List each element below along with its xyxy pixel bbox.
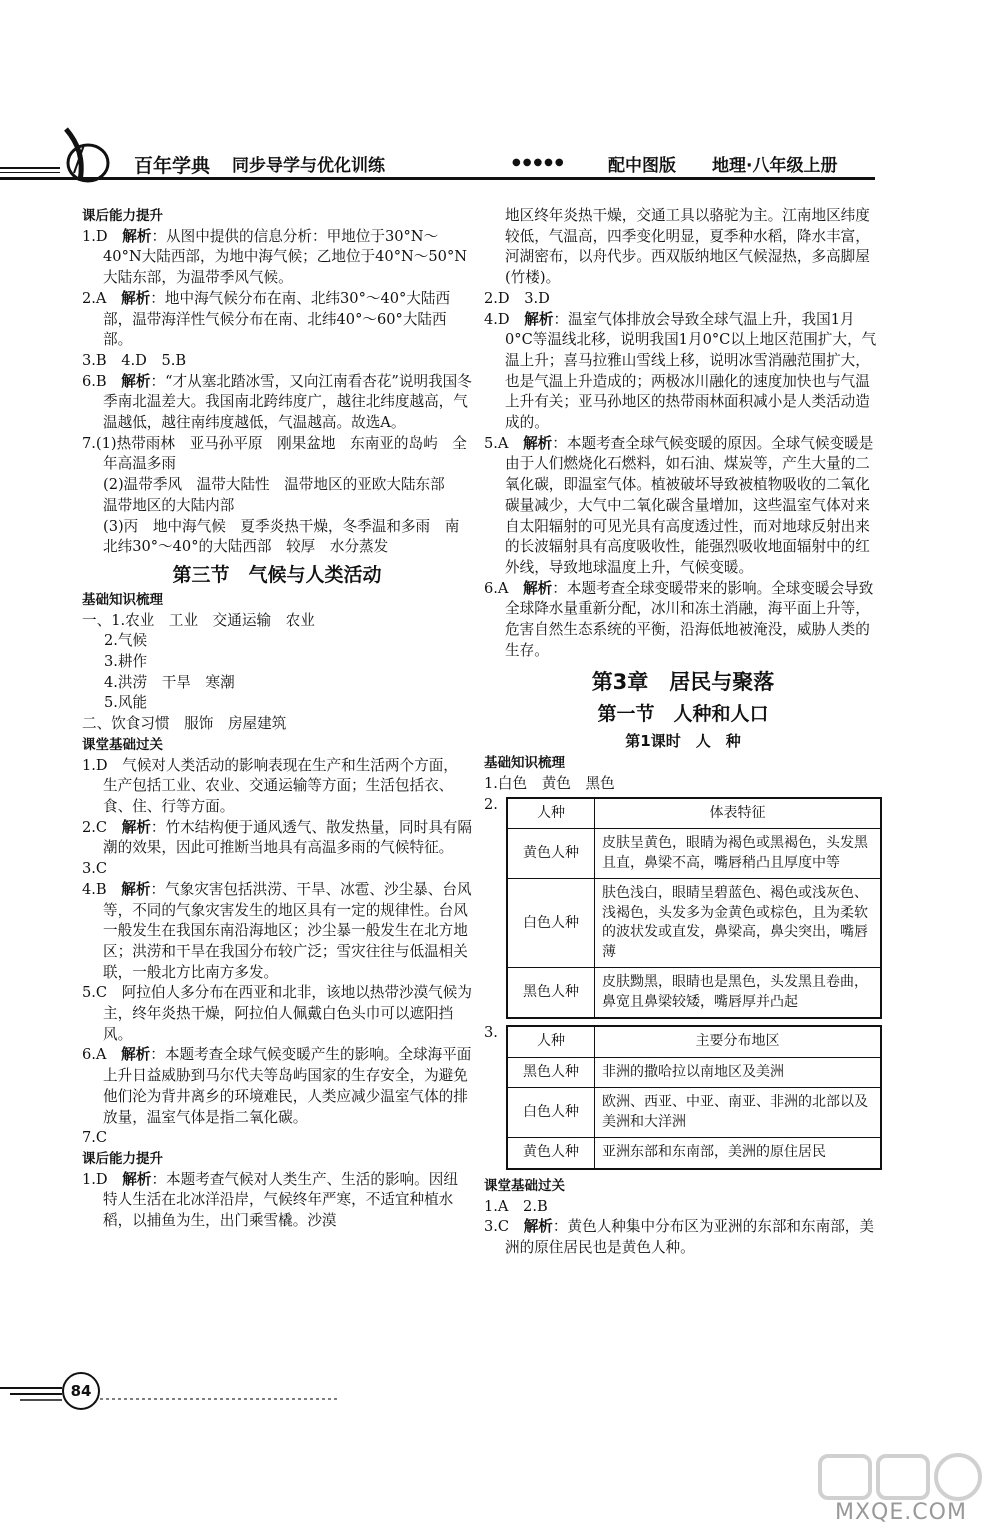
table-cell: 黑色人种: [507, 1057, 595, 1088]
footer-lines-decoration: [0, 1384, 70, 1404]
chapter-title: 第3章 居民与聚落: [591, 670, 775, 695]
analysis-label: 解析: [121, 880, 151, 898]
basic-knowledge-list: [82, 611, 472, 735]
answer-text: ：本题考查全球气候变暖产生的影响。全球海平面上升日益威胁到马尔代夫等岛屿国家的生存安全，为避免他们沦为背井离乡的环境难民，人类应减少温室气体的排放量，温室气体是指二氧化碳。: [103, 1046, 472, 1126]
book-title: 百年学典: [134, 155, 211, 177]
answer-text: ：黄色人种集中分布区为亚洲的东部和东南部，美洲的原住居民也是黄色人种。: [505, 1218, 874, 1256]
answer-item: [484, 1217, 882, 1258]
table-row: [507, 879, 881, 968]
answer-list: [484, 289, 882, 662]
answer-text: ：“才从塞北踏冰雪，又向江南看杏花”说明我国冬季南北温差大。我国南北跨纬度广，越往北纬度越高，气温越低，越往南纬度越低，气温越高。故选A。: [103, 372, 472, 432]
section-heading: 课后能力提升: [82, 208, 163, 224]
race-features-table: [506, 797, 882, 1020]
answer-number: 4.D: [484, 310, 510, 328]
answer-text: 阿拉伯人多分布在西亚和北非，该地以热带沙漠气候为主，终年炎热干燥，阿拉伯人佩戴白色头巾可以遮阳挡风。: [103, 984, 472, 1043]
answer-number: 2.D 3.D: [484, 289, 550, 307]
text-line: 二、饮食习惯 服饰 房屋建筑: [82, 715, 287, 733]
answer-number: 2.C: [82, 818, 108, 836]
text-line: 7.(1)热带雨林 亚马孙平原 刚果盆地 东南亚的岛屿 全年高温多雨: [82, 434, 467, 473]
table-row: [507, 968, 881, 1019]
answer-item: [82, 289, 472, 351]
analysis-label: 解析: [121, 372, 151, 390]
subject-label: 地理·八年级上册: [712, 156, 838, 176]
answer-text: ：气象灾害包括洪涝、干旱、冰雹、沙尘暴、台风等，不同的气象灾害发生的地区具有一定的规律性。台风一般发生在我国东南沿海地区；沙尘暴一般发生在北方地区；洪涝和干旱在我国分布较广泛；雪灾往往与低温相关联，一般北方比南方多发。: [103, 880, 472, 981]
table-cell: 皮肤呈黄色，眼睛为褐色或黑褐色，头发黑且直，鼻梁不高，嘴唇稍凸且厚度中等: [595, 829, 882, 879]
answer-text: 气候对人类活动的影响表现在生产和生活两个方面，生产包括工业、农业、交通运输等方面；生活包括衣、食、住、行等方面。: [103, 756, 458, 815]
lesson-title: 第1课时 人 种: [625, 732, 741, 751]
page-header: [0, 125, 1000, 195]
section-heading: 基础知识梳理: [82, 591, 163, 608]
answer-number: 5.A: [484, 434, 509, 452]
answer-number: 1.D: [82, 227, 108, 245]
answer-text: ：地中海气候分布在南、北纬30°～40°大陆西部，温带海洋性气候分布在南、北纬40°～60°大陆西部。: [103, 289, 451, 349]
table-header: 主要分布地区: [595, 1026, 882, 1057]
section-heading: 基础知识梳理: [484, 755, 565, 772]
page-number: 84: [62, 1372, 100, 1410]
section-title: 第一节 人种和人口: [597, 703, 769, 726]
header-dots: ●●●●●: [512, 157, 566, 168]
answer-item: [82, 1128, 472, 1149]
answer-number: 4.B: [82, 880, 107, 898]
section-heading: 课堂基础过关: [82, 736, 163, 753]
analysis-label: 解析: [122, 227, 152, 245]
table-row: [507, 1088, 881, 1138]
answer-item: [484, 434, 882, 579]
answer-list: [484, 1217, 882, 1258]
answer-number: 2.A: [82, 289, 107, 307]
analysis-label: 解析: [121, 818, 151, 836]
table-header: 体表特征: [595, 798, 882, 829]
answer-item: [82, 227, 472, 289]
answer-number: 7.C: [82, 1129, 108, 1147]
footer-dotted-line: [100, 1396, 340, 1402]
answer-item: [82, 351, 472, 372]
table-cell: 皮肤黝黑，眼睛也是黑色，头发黑且卷曲，鼻宽且鼻梁较矮，嘴唇厚并凸起: [595, 968, 882, 1019]
answer-item: [82, 1170, 472, 1232]
table-cell: 黑色人种: [507, 968, 595, 1019]
analysis-label: 解析: [523, 434, 553, 452]
answer-text: ：从图中提供的信息分析：甲地位于30°N～40°N大陆西部，为地中海气候；乙地位于40°N～50°N大陆东部，为温带季风气候。: [103, 227, 468, 287]
answer-text: ：本题考查气候对人类生产、生活的影响。因纽特人生活在北冰洋沿岸，气候终年严寒，不适宜种植水稻，以捕鱼为生，出门乘雪橇。沙漠: [103, 1170, 458, 1230]
answer-text: ：本题考查全球气候变暖的原因。全球气候变暖是由于人们燃烧化石燃料，如石油、煤炭等，产生大量的二氧化碳，即温室气体。植被破坏导致被植物吸收的二氧化碳量减少，大气中二氧化碳含量增加，这些温室气体对来自太阳辐射的可见光具有高度透过性，而对地球反射出来的长波辐射具有高度吸收性，能强烈吸收地面辐射中的红外线，导致地球温度上升，气候变暖。: [505, 434, 874, 576]
answer-item: [484, 579, 882, 662]
continued-text: 地区终年炎热干燥，交通工具以骆驼为主。江南地区纬度较低，气温高，四季变化明显，夏季种水稻，降水丰富，河湖密布，以舟代步。西双版纳地区气候湿热，多高脚屋(竹楼)。: [505, 207, 870, 287]
answer-item: [82, 372, 472, 434]
table-header: 人种: [507, 1026, 595, 1057]
answer-list: [82, 756, 472, 1149]
answer-text: ：温室气体排放会导致全球气温上升，我国1月0°C等温线北移，说明我国1月0°C以上地区范围扩大，气温上升；喜马拉雅山雪线上移，说明冰雪消融范围扩大，也是气温上升造成的；两极冰川融化的速度加快也与气温上升有关；亚马孙地区的热带雨林面积减小是人类活动造成的。: [505, 310, 877, 432]
race-distribution-table: [506, 1025, 882, 1170]
answer-item: [82, 818, 472, 859]
table-cell: 黄色人种: [507, 829, 595, 879]
answer-line: 1.A 2.B: [484, 1197, 548, 1215]
table-cell: 欧洲、西亚、中亚、南亚、非洲的北部以及美洲和大洋洲: [595, 1088, 882, 1138]
section-title: 第三节 气候与人类活动: [172, 563, 382, 586]
text-line: 一、1.农业 工业 交通运输 农业: [82, 611, 315, 629]
answer-number: 5.C: [82, 984, 108, 1002]
answer-text: ：竹木结构便于通风透气、散发热量，同时具有隔潮的效果，因此可推断当地具有高温多雨的气候特征。: [103, 818, 472, 857]
section-heading: 课堂基础过关: [484, 1177, 565, 1194]
answer-item: [82, 859, 472, 880]
table-row: [507, 1057, 881, 1088]
table-cell: 白色人种: [507, 879, 595, 968]
answer-item: [82, 983, 472, 1045]
answer-list: [82, 1170, 472, 1232]
table-cell: 黄色人种: [507, 1138, 595, 1169]
table-row: [507, 829, 881, 879]
analysis-label: 解析: [121, 1046, 151, 1064]
answer-line: 1.白色 黄色 黑色: [484, 775, 615, 793]
table-header: 人种: [507, 798, 595, 829]
answer-item: [82, 1045, 472, 1128]
answer-list: [82, 227, 472, 434]
answer-number: 3.C: [82, 860, 108, 878]
table-cell: 白色人种: [507, 1088, 595, 1138]
answer-number: 6.A: [484, 579, 509, 597]
left-column: [82, 206, 472, 1232]
table-cell: 肤色浅白，眼睛呈碧蓝色、褐色或浅灰色、浅褐色，头发多为金黄色或棕色，且为柔软的波状发或直发，鼻梁高，鼻尖突出，嘴唇薄: [595, 879, 882, 968]
table-cell: 非洲的撒哈拉以南地区及美洲: [595, 1057, 882, 1088]
text-line: 2.气候: [104, 632, 148, 650]
analysis-label: 解析: [121, 289, 151, 307]
answer-number: 6.B: [82, 372, 107, 390]
analysis-label: 解析: [523, 579, 553, 597]
text-line: (3)丙 地中海气候 夏季炎热干燥，冬季温和多雨 南北纬30°～40°的大陆西部 较厚 水分蒸发: [103, 517, 460, 556]
right-column: 地区终年炎热干燥，交通工具以骆驼为主。江南地区纬度较低，气温高，四季变化明显，夏季种水稻，降水丰富，河湖密布，以舟代步。西双版纳地区气候湿热，多高脚屋(竹楼)。 2.D 3.D 4.D 解析：温室气体排放会导致全球气温上升，我国1月0°C等温线北移，说明我国1月0°C以上地区范围扩大，气温上升；喜马拉雅山雪线上移，说明冰雪消融范围扩大，也是气温上升造成的；两极冰川融化的速度加快也与气温上升有关；亚马孙地区的热带雨林面积减小是人类活动造成的。 5.A 解析：本题考查全球气候变暖的原因。全球气候变暖是由于人们燃烧化石燃料，如石油、煤炭等，产生大量的二氧化碳，即温室气体。植被破坏导致被植物吸收的二氧化碳量减少，大气中二氧化碳含量增加，这些温室气体对来自太阳辐射的可见光具有高度透过性，而对地球反射出来的长波辐射具有高度吸收性，能强烈吸收地面辐射中的红外线，导致地球温度上升，气候变暖。 6.A 解析：本题考查全球变暖带来的影响。全球变暖会导致全球降水量重新分配，冰川和冻土消融，海平面上升等，危害自然生态系统的平衡，沿海低地被淹没，威胁人类的生存。 第3章 居民与聚落 第一节 人种和人口 第1课时 人 种 基础知识梳理 1.白色 黄色 黑色 2. 人种 体表特征 黄色人种 皮肤呈黄色，眼睛为褐色或黑褐色，头发黑且直，鼻梁不高，嘴唇稍凸且厚度中等 白色人种 肤色浅白，眼睛呈碧蓝色、褐色或浅灰色、浅褐色，头发多为金黄色或棕色，且为柔软的波状发或直发，鼻梁高，鼻尖突出，嘴唇薄 黑色人种 皮肤黝黑，眼睛也是黑色，头发黑且卷曲，鼻宽且鼻梁较矮，嘴唇厚并凸起 3. 人种 主要分布地区 黑色人种 非洲的撒哈拉以南地区及美洲 白色人种 欧洲、西亚、中亚、南亚、非洲的北部以及美洲和大洋洲 黄色人种 亚洲东部和东南部，美洲的原住居民 课堂基础过关 1.A 2.B 3.C 解析：黄色人种集中分布区为亚洲的东部和东南部，美洲的原住居民也是黄色人种。: [484, 206, 882, 1259]
answer-number: 1.D: [82, 1170, 108, 1188]
answer-number: 3.B 4.D 5.B: [82, 351, 187, 369]
analysis-label: 解析: [122, 1170, 152, 1188]
watermark-logo-icon: [818, 1452, 988, 1502]
watermark-url: MXQE.COM: [835, 1500, 967, 1525]
analysis-label: 解析: [524, 310, 554, 328]
book-subtitle: 同步导学与优化训练: [232, 156, 385, 176]
answer-item: [82, 880, 472, 984]
analysis-label: 解析: [523, 1218, 553, 1236]
quill-logo-icon: [44, 125, 114, 185]
answer-q7: [82, 434, 472, 558]
edition-label: 配中图版: [608, 156, 676, 176]
text-line: 3.耕作: [104, 653, 148, 671]
text-line: (2)温带季风 温带大陆性 温带地区的亚欧大陆东部 温带地区的大陆内部: [103, 476, 460, 514]
answer-number: 3.C: [484, 1218, 510, 1236]
text-line: 4.洪涝 干旱 寒潮: [104, 673, 235, 691]
answer-text: ：本题考查全球变暖带来的影响。全球变暖会导致全球降水量重新分配，冰川和冻土消融，海平面上升等，危害自然生态系统的平衡，沿海低地被淹没，威胁人类的生存。: [505, 579, 874, 659]
answer-item: [484, 289, 882, 310]
table-cell: 亚洲东部和东南部，美洲的原住居民: [595, 1138, 882, 1169]
answer-number: 6.A: [82, 1046, 107, 1064]
answer-item: [82, 756, 472, 818]
answer-number: 1.D: [82, 756, 108, 774]
text-line: 5.风能: [104, 694, 148, 712]
table-row: [507, 1138, 881, 1169]
section-heading: 课后能力提升: [82, 1150, 163, 1167]
answer-item: [484, 310, 882, 434]
